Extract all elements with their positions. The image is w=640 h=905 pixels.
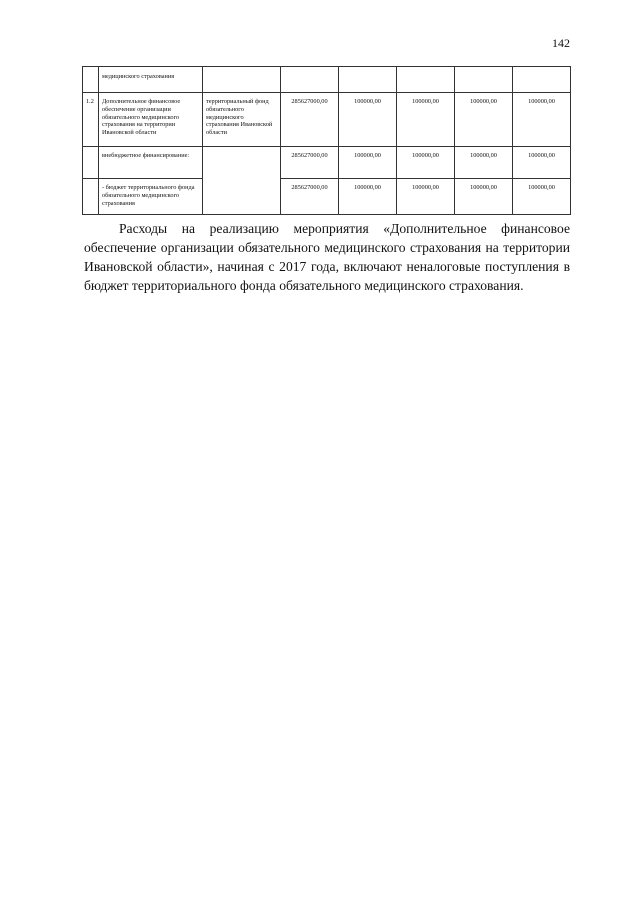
table-row (83, 147, 571, 179)
value-cell: 100000,00 (455, 93, 513, 147)
body-text (84, 219, 570, 295)
row-number-cell: 1.2 (83, 93, 99, 147)
measure-name-cell: - бюджет территориального фонда обязательного медицинского страхования (99, 179, 203, 215)
value-cell (455, 67, 513, 93)
executor-cell (203, 67, 281, 93)
value-cell: 285627000,00 (281, 179, 339, 215)
value-cell: 285627000,00 (281, 93, 339, 147)
value-cell (339, 67, 397, 93)
measure-name-cell: медицинского страхования (99, 67, 203, 93)
measure-name-cell: внебюджетное финансирование: (99, 147, 203, 179)
value-cell: 100000,00 (397, 93, 455, 147)
value-cell: 100000,00 (397, 179, 455, 215)
executor-cell: территориальный фонд обязательного медицинского страхования Ивановской области (203, 93, 281, 147)
budget-table (82, 66, 571, 215)
executor-cell (203, 147, 281, 215)
value-cell: 100000,00 (513, 179, 571, 215)
page-number: 142 (552, 36, 570, 50)
value-cell: 100000,00 (455, 179, 513, 215)
row-number-cell (83, 147, 99, 179)
value-cell: 100000,00 (339, 93, 397, 147)
value-cell: 100000,00 (513, 147, 571, 179)
table-row (83, 179, 571, 215)
value-cell: 100000,00 (455, 147, 513, 179)
value-cell (281, 67, 339, 93)
table-row (83, 93, 571, 147)
value-cell: 100000,00 (339, 179, 397, 215)
value-cell (513, 67, 571, 93)
value-cell: 285627000,00 (281, 147, 339, 179)
paragraph: Расходы на реализацию мероприятия «Дополнительное финансовое обеспечение организации обязательного медицинского страхования на территории Ивановской области», начиная с 2017 года, включают неналоговые поступления в бюджет территориального фонда обязательного медицинского страхования. (84, 221, 570, 293)
value-cell: 100000,00 (397, 147, 455, 179)
value-cell (397, 67, 455, 93)
row-number-cell (83, 67, 99, 93)
value-cell: 100000,00 (339, 147, 397, 179)
row-number-cell (83, 179, 99, 215)
value-cell: 100000,00 (513, 93, 571, 147)
table-row (83, 67, 571, 93)
measure-name-cell: Дополнительное финансовое обеспечение организации обязательного медицинского страхования на территории Ивановской области (99, 93, 203, 147)
